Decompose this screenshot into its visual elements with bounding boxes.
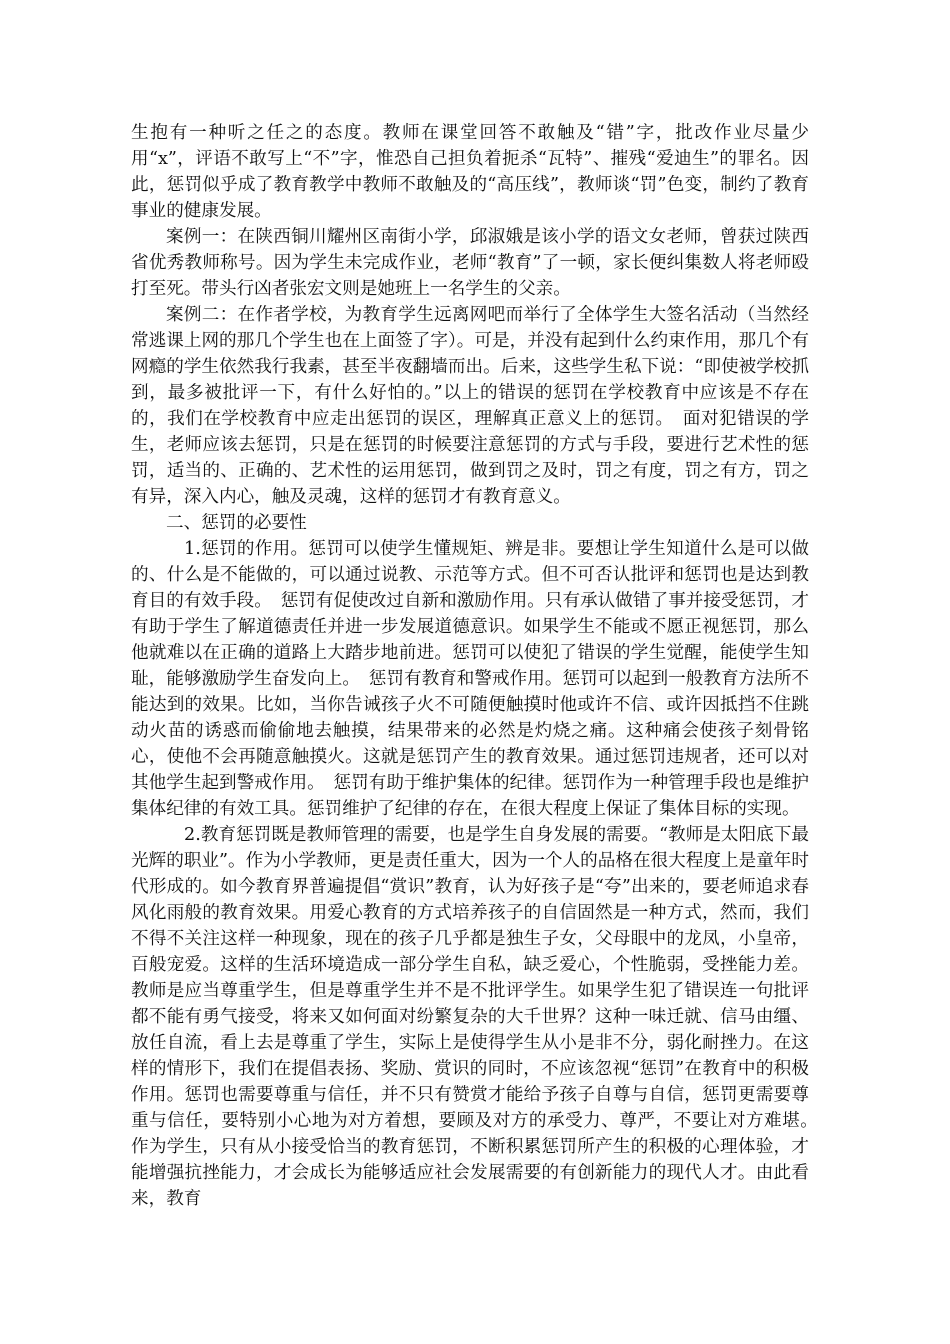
section-heading-necessity: 二、惩罚的必要性 — [166, 513, 307, 533]
paragraph-intro-continued: 生抱有一种听之任之的态度。教师在课堂回答不敢触及“错”字，批改作业尽量少用“x”，评语不敢写上“不”字，惟恐自己担负着扼杀“瓦特”、摧残“爱迪生”的罪名。因此，惩罚似乎成了教育教学中教师不敢触及的“高压线”，教师谈“罚”色变，制约了教育事业的健康发展。 — [131, 123, 809, 221]
paragraph-role-of-punishment: 1.惩罚的作用。惩罚可以使学生懂规矩、辨是非。要想让学生知道什么是可以做的、什么是不能做的，可以通过说教、示范等方式。但不可否认批评和惩罚也是达到教育目的有效手段。 惩罚有促使改过自新和激励作用。只有承认做错了事并接受惩罚，才有助于学生了解道德责任并进一步发展道德意识。如果学生不能或不愿正视惩罚，那么他就难以在正确的道路上大踏步地前进。惩罚可以使犯了错误的学生觉醒，能使学生知耻，能够激励学生奋发向上。 惩罚有教育和警戒作用。惩罚可以起到一般教育方法所不能达到的效果。比如，当你告诫孩子火不可随便触摸时他或许不信、或许因抵挡不住跳动火苗的诱惑而偷偷地去触摸，结果带来的必然是灼烧之痛。这种痛会使孩子刻骨铭心，使他不会再随意触摸火。这就是惩罚产生的教育效果。通过惩罚违规者，还可以对其他学生起到警戒作用。 惩罚有助于维护集体的纪律。惩罚作为一种管理手段也是维护集体纪律的有效工具。惩罚维护了纪律的存在，在很大程度上保证了集体目标的实现。 — [131, 539, 809, 819]
paragraph-need-of-punishment: 2.教育惩罚既是教师管理的需要，也是学生自身发展的需要。“教师是太阳底下最光辉的职业”。作为小学教师，更是责任重大，因为一个人的品格在很大程度上是童年时代形成的。如今教育界普遍提倡“赏识”教育，认为好孩子是“夸”出来的，要老师追求春风化雨般的教育效果。用爱心教育的方式培养孩子的自信固然是一种方式，然而，我们不得不关注这样一种现象，现在的孩子几乎都是独生子女，父母眼中的龙凤，小皇帝，百般宠爱。这样的生活环境造成一部分学生自私，缺乏爱心，个性脆弱，受挫能力差。教师是应当尊重学生，但是尊重学生并不是不批评学生。如果学生犯了错误连一句批评都不能有勇气接受，将来又如何面对纷繁复杂的大千世界？这种一味迁就、信马由缰、放任自流，看上去是尊重了学生，实际上是使得学生从小是非不分，弱化耐挫力。在这样的情形下，我们在提倡表扬、奖励、赏识的同时，不应该忽视“惩罚”在教育中的积极作用。惩罚也需要尊重与信任，并不只有赞赏才能给予孩子自尊与自信，惩罚更需要尊重与信任，要特别小心地为对方着想，要顾及对方的承受力、尊严，不要让对方难堪。 作为学生，只有从小接受恰当的教育惩罚，不断积累惩罚所产生的积极的心理体验，才能增强抗挫能力，才会成长为能够适应社会发展需要的有创新能力的现代人才。由此看来，教育 — [131, 825, 827, 1209]
paragraph-case-one: 案例一：在陕西铜川耀州区南街小学，邱淑娥是该小学的语文女老师，曾获过陕西省优秀教师称号。因为学生未完成作业，老师“教育”了一顿，家长便纠集数人将老师殴打至死。带头行凶者张宏文则是她班上一名学生的父亲。 — [131, 227, 809, 299]
document-body — [131, 120, 827, 1212]
paragraph-case-two: 案例二：在作者学校，为教育学生远离网吧而举行了全体学生大签名活动（当然经常逃课上网的那几个学生也在上面签了字）。可是，并没有起到什么约束作用，那几个有网瘾的学生依然我行我素，甚至半夜翻墙而出。后来，这些学生私下说：“即使被学校抓到，最多被批评一下，有什么好怕的。”以上的错误的惩罚在学校教育中应该是不存在的，我们在学校教育中应走出惩罚的误区，理解真正意义上的惩罚。 面对犯错误的学生，老师应该去惩罚，只是在惩罚的时候要注意惩罚的方式与手段，要进行艺术性的惩罚，适当的、正确的、艺术性的运用惩罚，做到罚之及时，罚之有度，罚之有方，罚之有异，深入内心，触及灵魂，这样的惩罚才有教育意义。 — [131, 305, 809, 507]
